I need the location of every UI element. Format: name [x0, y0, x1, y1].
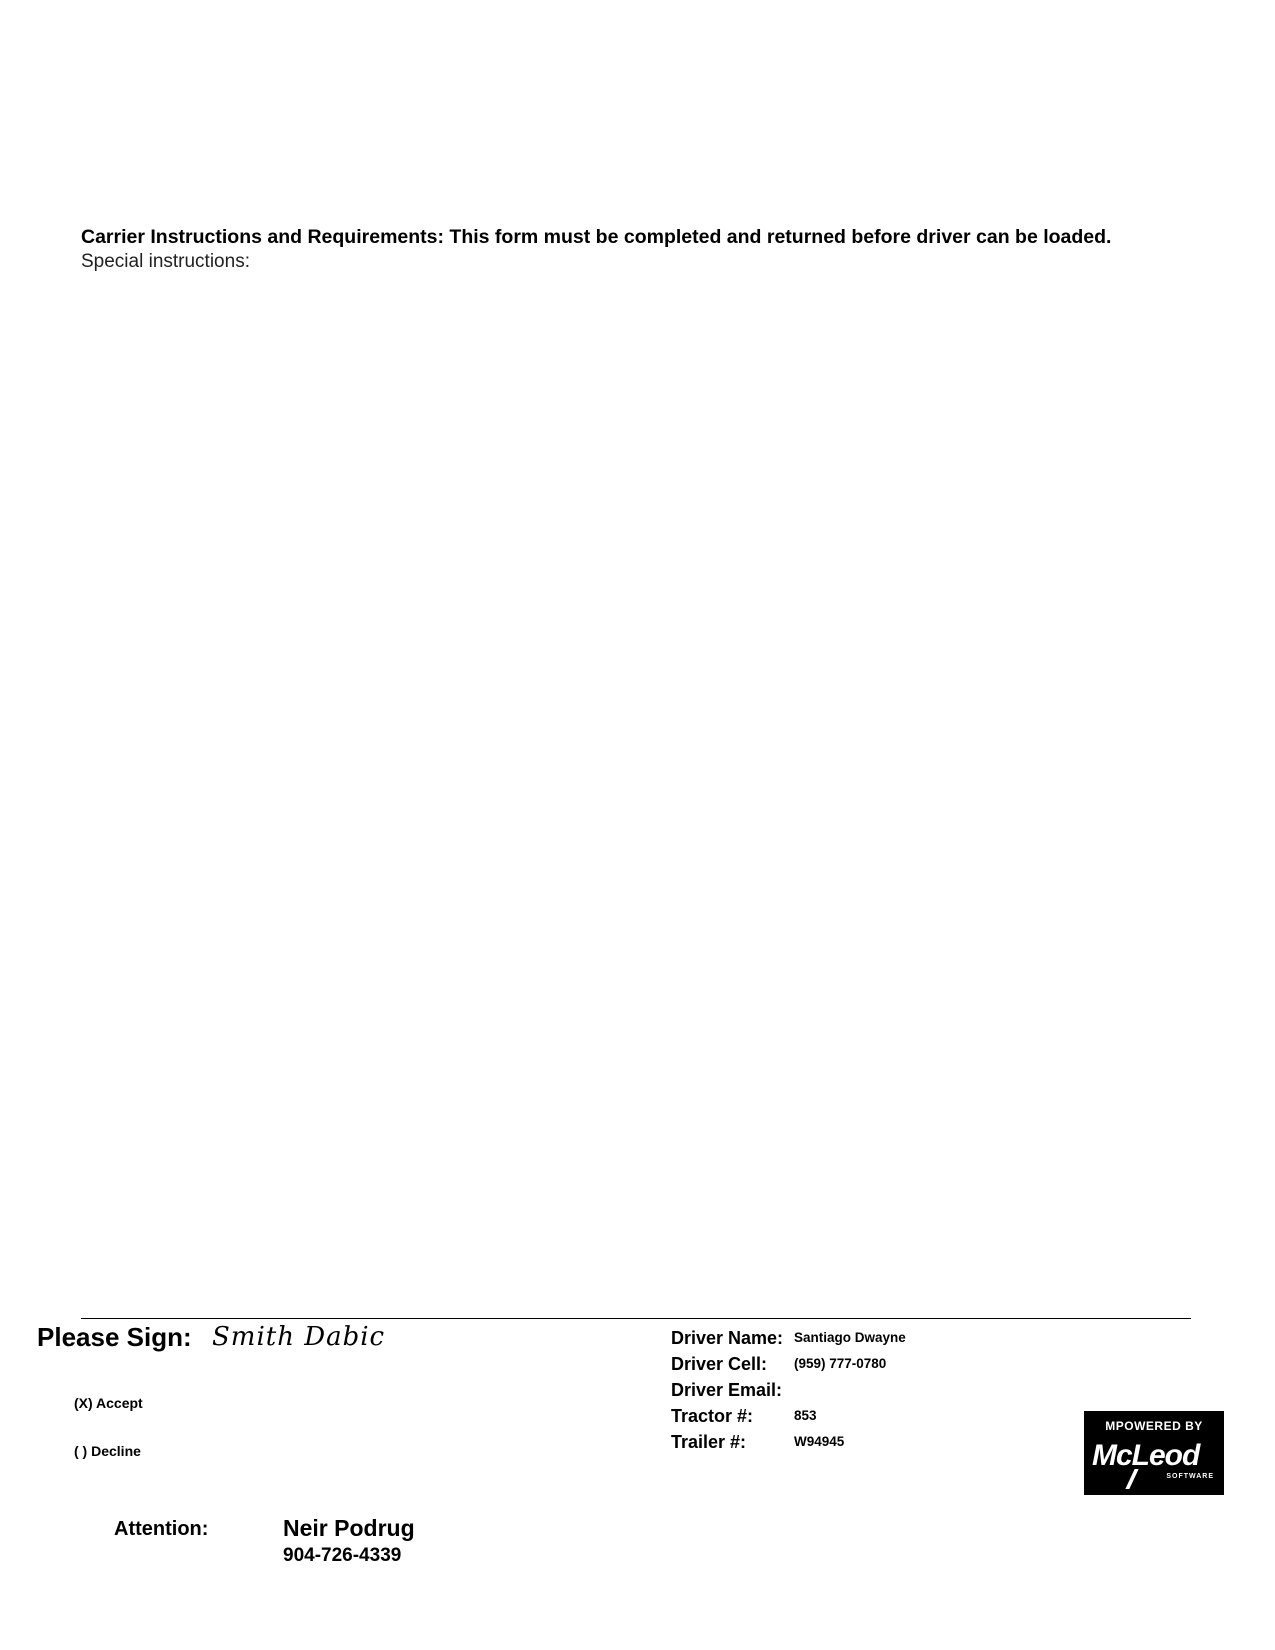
- logo-tagline: MPOWERED BY: [1105, 1419, 1203, 1433]
- special-instructions-label: Special instructions:: [81, 251, 250, 272]
- driver-name-value: Santiago Dwayne: [794, 1330, 906, 1345]
- accept-option[interactable]: (X) Accept: [74, 1395, 143, 1411]
- driver-cell-value: (959) 777-0780: [794, 1356, 887, 1371]
- tractor-label: Tractor #:: [671, 1406, 754, 1426]
- mcleod-logo: [1084, 1411, 1224, 1495]
- signature-value: Smith Dabic: [212, 1322, 386, 1352]
- carrier-instructions-heading: Carrier Instructions and Requirements: This form must be completed and returned before driver can be loaded.: [81, 226, 1112, 248]
- tractor-value: 853: [794, 1408, 817, 1423]
- driver-cell-label: Driver Cell:: [671, 1354, 768, 1374]
- trailer-value: W94945: [794, 1434, 845, 1449]
- driver-name-label: Driver Name:: [671, 1328, 784, 1348]
- signature-divider: [81, 1318, 1191, 1319]
- logo-brand: McLeod: [1092, 1439, 1200, 1472]
- please-sign-label: Please Sign:: [37, 1322, 192, 1352]
- attention-label: Attention:: [114, 1518, 209, 1540]
- logo-sub: SOFTWARE: [1166, 1473, 1214, 1480]
- attention-name: Neir Podrug: [283, 1515, 415, 1541]
- driver-email-label: Driver Email:: [671, 1380, 783, 1400]
- attention-phone: 904-726-4339: [283, 1545, 402, 1566]
- decline-option[interactable]: ( ) Decline: [74, 1443, 141, 1459]
- trailer-label: Trailer #:: [671, 1432, 747, 1452]
